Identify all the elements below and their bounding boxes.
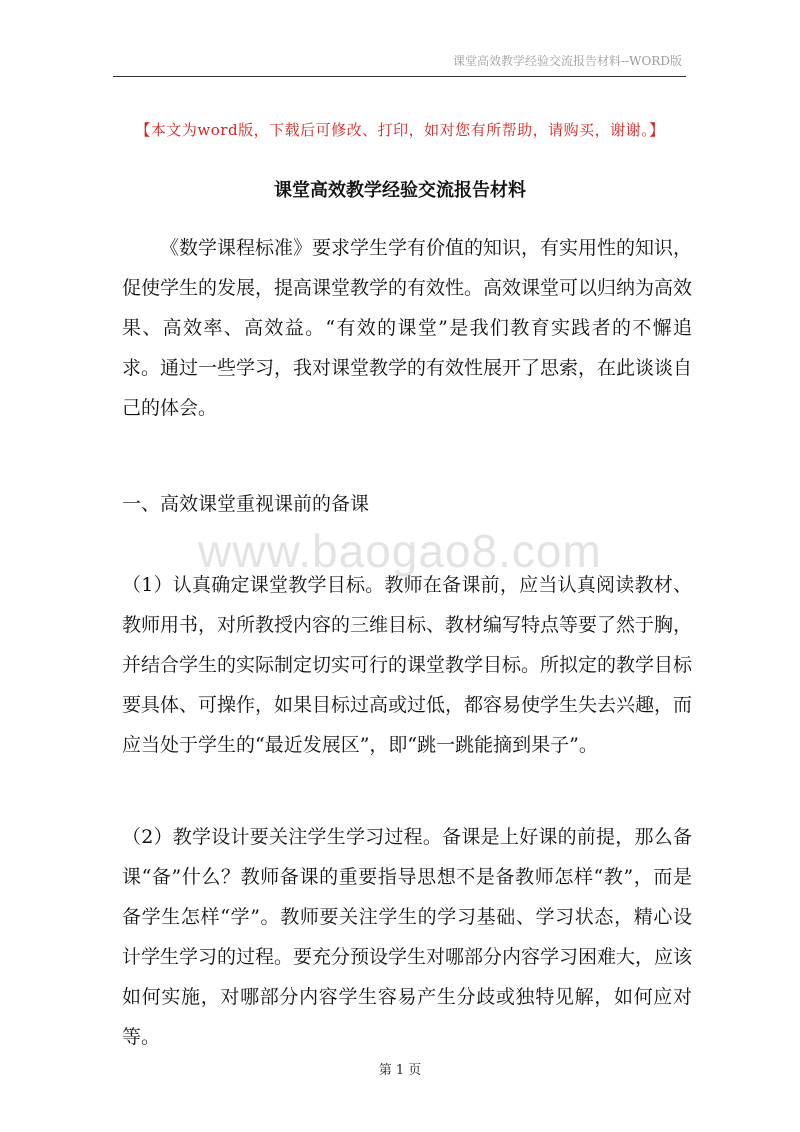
running-header: 课堂高效教学经验交流报告材料--WORD版 <box>453 54 682 68</box>
watermark: www.baogao8.com <box>198 525 602 577</box>
page-number: 第 1 页 <box>378 1063 422 1078</box>
header-rule <box>113 76 686 77</box>
paragraph-point-2: （2）教学设计要关注学生学习过程。备课是上好课的前提，那么备课“备”什么？教师备课的重要指导思想不是备教师怎样“教”，而是备学生怎样“学”。教师要关注学生的学习基础、学习状态，精心设计学生学习的过程。要充分预设学生对哪部分内容学习困难大，应该如何实施，对哪部分内容学生容易产生分歧或独特见解，如何应对等。 <box>122 826 693 1048</box>
intro-paragraph: 《数学课程标准》要求学生学有价值的知识，有实用性的知识，促使学生的发展，提高课堂教学的有效性。高效课堂可以归纳为高效果、高效率、高效益。“有效的课堂”是我们教育实践者的不懈追求。通过一些学习，我对课堂教学的有效性展开了思索，在此谈谈自己的体会。 <box>122 237 693 419</box>
section-heading: 一、高效课堂重视课前的备课 <box>122 493 370 515</box>
purchase-notice: 【本文为word版，下载后可修改、打印，如对您有所帮助，请购买，谢谢。】 <box>135 121 665 139</box>
document-title: 课堂高效教学经验交流报告材料 <box>274 180 526 201</box>
paragraph-point-1: （1）认真确定课堂教学目标。教师在备课前，应当认真阅读教材、教师用书，对所教授内容的三维目标、教材编写特点等要了然于胸，并结合学生的实际制定切实可行的课堂教学目标。所拟定的教学目标要具体、可操作，如果目标过高或过低，都容易使学生失去兴趣，而应当处于学生的“最近发展区”，即“跳一跳能摘到果子”。 <box>122 574 693 756</box>
